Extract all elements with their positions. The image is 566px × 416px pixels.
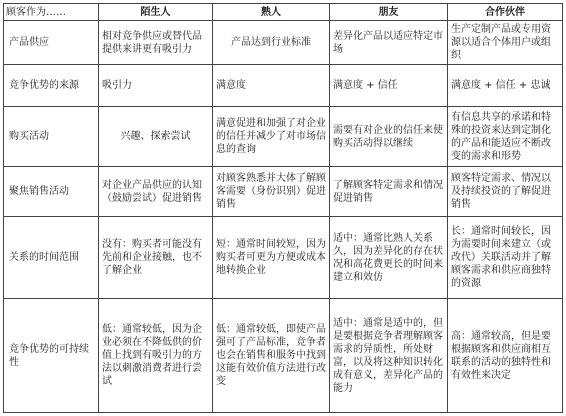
row-header: 聚焦销售活动 [4, 167, 99, 217]
table-cell: 没有：购买者可能没有先前和企业接触，也不了解企业 [99, 217, 213, 299]
column-header-stranger: 陌生人 [99, 4, 213, 21]
comparison-table [3, 3, 563, 413]
table-cell: 适中：通常比熟人关系久，因为差异化的存在状况和高花费更长的时间来建立和效仿 [330, 217, 448, 299]
table-cell: 需要有对企业的信任来使购买活动得以继续 [330, 107, 448, 167]
table-row [4, 107, 563, 167]
table-cell: 高：通常较高，但是要根据顾客和供应商相互联系的活动的独特性和有效性来决定 [448, 299, 563, 413]
table-cell: 适中：通常是适中的，但是要根据竞争者理解顾客需求的异质性，所处财富，以及将这种知识转化成有意义，差异化产品的能力 [330, 299, 448, 413]
table-cell: 产品达到行业标准 [213, 21, 330, 65]
row-header: 竞争优势的可持续性 [4, 299, 99, 413]
table-cell: 满意度 + 信任 + 忠诚 [448, 65, 563, 107]
table-cell: 吸引力 [99, 65, 213, 107]
column-header-acquaintance: 熟人 [213, 4, 330, 21]
row-header: 关系的时间范围 [4, 217, 99, 299]
table-cell: 兴趣、探索尝试 [99, 107, 213, 167]
table-cell: 满意促进和加强了对企业的信任并减少了对市场信息的查询 [213, 107, 330, 167]
table-row [4, 217, 563, 299]
table-cell: 对企业产品供应的认知（鼓励尝试）促进销售 [99, 167, 213, 217]
table-cell: 低：通常较低，因为企业必须在不降低供的价值上找到有吸引力的方法以刺激消费者进行尝试 [99, 299, 213, 413]
table-cell: 有信息共享的承诺和特殊的投资来达到定制化的产品和能适应不断改变的需求和形势 [448, 107, 563, 167]
table-cell: 相对竞争供应或替代品提供来讲更有吸引力 [99, 21, 213, 65]
table-cell: 满意度 + 信任 [330, 65, 448, 107]
row-header: 竞争优势的来源 [4, 65, 99, 107]
table-row [4, 65, 563, 107]
row-header: 购买活动 [4, 107, 99, 167]
table-cell: 长：通常时间较长，因为需要时间来建立（或改代）关联活动并了解顾客需求和供应商独特的资源 [448, 217, 563, 299]
column-header-friend: 朋友 [330, 4, 448, 21]
corner-header: 顾客作为…… [4, 4, 99, 21]
table-cell: 顾客特定需求、情况以及持续投资的了解促进销售 [448, 167, 563, 217]
header-row [4, 4, 563, 21]
table-cell: 生产定制产品或专用资源以适合个体用户或组织 [448, 21, 563, 65]
row-header: 产品供应 [4, 21, 99, 65]
table-cell: 差异化产品以适应特定市场 [330, 21, 448, 65]
table-cell: 短：通常时间较短，因为购买者可更为方便或成本地转换企业 [213, 217, 330, 299]
column-header-partner: 合作伙伴 [448, 4, 563, 21]
table-cell: 了解顾客特定需求和情况促进销售 [330, 167, 448, 217]
table-row [4, 167, 563, 217]
table-cell: 满意度 [213, 65, 330, 107]
table-cell: 对顾客熟悉并大体了解顾客需要（身份识别）促进销售 [213, 167, 330, 217]
table-row [4, 299, 563, 413]
table-row [4, 21, 563, 65]
table-cell: 低：通常较低，即使产品强可了产品标准，竞争者也会在销售和服务中找到这能有效价值方法进行改变 [213, 299, 330, 413]
